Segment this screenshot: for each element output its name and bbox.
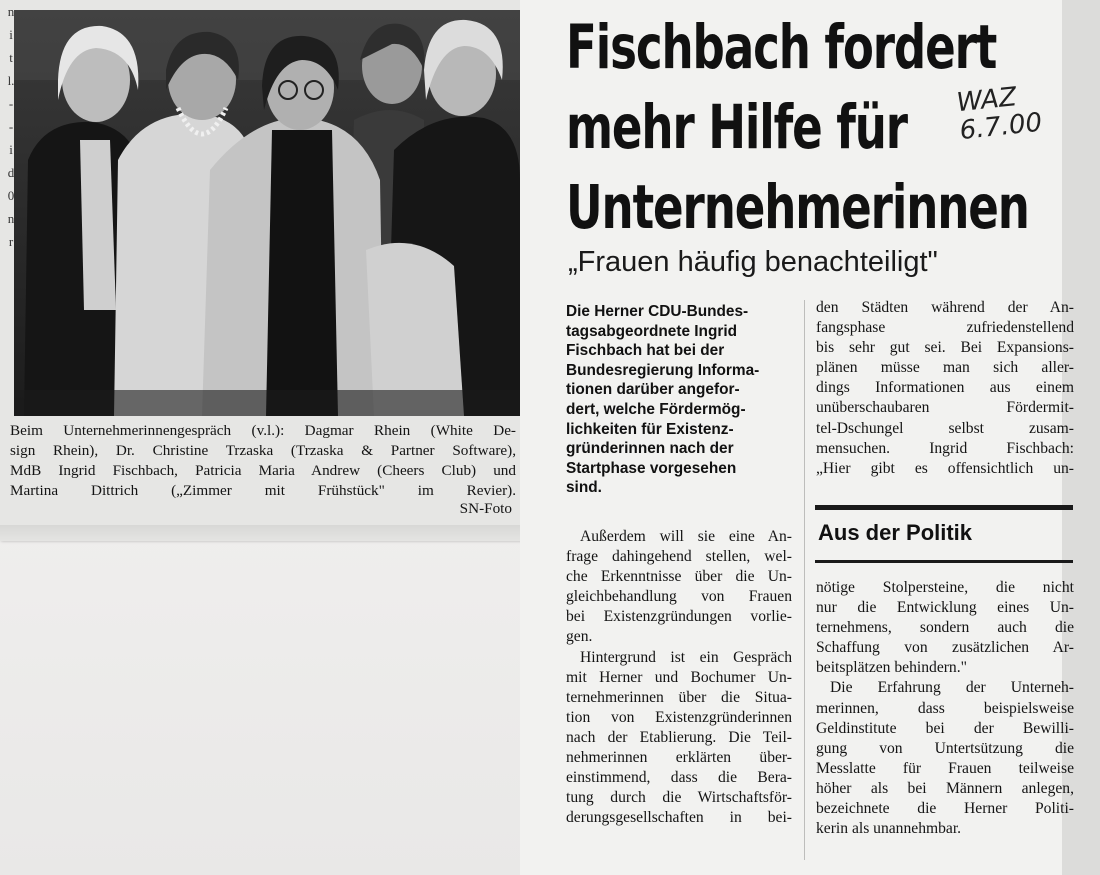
handwritten-source-note (955, 79, 1060, 145)
article-lead (566, 302, 792, 498)
lead-line: sind. (566, 479, 602, 497)
article-column-2-top (816, 298, 1074, 479)
body-line: tung durch die Wirtschaftsför- (566, 789, 792, 807)
edge-letter: r (8, 234, 14, 249)
body-line: nur die Entwicklung eines Un- (816, 599, 1074, 617)
edge-letter: 0 (7, 188, 15, 203)
body-line: Messlatte für Frauen teilweise (816, 759, 1074, 777)
handnote-line: 6.7.00 (958, 107, 1044, 147)
body-line: merinnen, dass beispielsweise (816, 699, 1074, 717)
body-line: mensuchen. Ingrid Fischbach: (816, 439, 1074, 457)
section-box-top-rule (815, 505, 1073, 510)
body-line: Die Erfahrung der Unterneh- (830, 679, 1074, 697)
body-line: Geldinstitute bei der Bewilli- (816, 719, 1074, 737)
group-photo-illustration (14, 10, 520, 416)
lead-line: lichkeiten für Existenz- (566, 420, 734, 438)
body-line: tion von Existenzgründerinnen (566, 708, 792, 726)
body-line: bei Existenzgründungen vorlie- (566, 608, 792, 626)
section-box-title: Aus der Politik (818, 520, 973, 545)
body-line: bis sehr gut sei. Bei Expansions- (816, 339, 1074, 357)
article-subheadline: „Frauen häufig benachteiligt" (568, 246, 938, 278)
edge-letter: i (9, 27, 13, 42)
clipping-edge (0, 525, 528, 541)
edge-letter: - (8, 96, 14, 111)
headline-line: mehr Hilfe für (566, 92, 907, 163)
body-line: kerin als unannehmbar. (816, 820, 962, 838)
body-line: nach der Etablierung. Die Teil- (566, 728, 792, 746)
body-line: beitsplätzen behindern." (816, 659, 967, 677)
body-line: höher als bei Männern anlegen, (816, 779, 1074, 797)
section-box-bottom-rule (815, 560, 1073, 563)
headline-line: Fischbach fordert (566, 12, 997, 83)
body-line: nötige Stolpersteine, die nicht (816, 579, 1074, 596)
lead-line: tionen darüber angefor- (566, 381, 740, 399)
photo-clipping (0, 0, 528, 540)
edge-letter: - (8, 119, 14, 134)
body-line: fangsphase zufriedenstellend (816, 319, 1074, 337)
edge-letter: l. (7, 73, 15, 88)
body-line: gleichbehandlung von Frauen (566, 588, 792, 606)
photo-caption (10, 421, 516, 501)
column-divider (804, 300, 805, 860)
body-line: „Hier gibt es offensichtlich un- (816, 459, 1074, 477)
body-line: ternehmerinnen über die Situa- (566, 688, 792, 706)
body-line: nehmerinnen erklärten über- (566, 749, 792, 767)
lead-line: gründerinnen nach der (566, 440, 734, 458)
body-line: Außerdem will sie eine An- (580, 528, 792, 545)
body-line: derungsgesellschaften in bei- (566, 809, 792, 827)
lead-line: dert, welche Fördermög- (566, 400, 746, 418)
body-line: gung von Untertsützung die (816, 739, 1074, 757)
caption-line: MdB Ingrid Fischbach, Patricia Maria Andrew (Cheers Club) und (10, 462, 516, 479)
body-line: gen. (566, 628, 593, 646)
lead-line: tagsabgeordnete Ingrid (566, 322, 738, 340)
lead-line: Die Herner CDU-Bundes- (566, 303, 749, 320)
caption-line: sign Rhein), Dr. Christine Trzaska (Trzaska & Partner Software), (10, 442, 516, 459)
group-photo (14, 10, 520, 416)
caption-line: Martina Dittrich („Zimmer mit Frühstück" im Revier). (10, 482, 516, 499)
caption-line: Beim Unternehmerinnengespräch (v.l.): Dagmar Rhein (White De- (10, 422, 516, 439)
edge-letter: n (7, 4, 15, 19)
handnote-line: WAZ (955, 82, 1019, 119)
body-line: Schaffung von zusätzlichen Ar- (816, 639, 1074, 657)
body-line: ternehmens, sondern auch die (816, 619, 1074, 637)
body-line: einstimmend, dass die Bera- (566, 769, 792, 787)
lead-line: Startphase vorgesehen (566, 459, 737, 477)
body-line: den Städten während der An- (816, 299, 1074, 316)
edge-letter: d (7, 165, 15, 180)
body-line: frage dahingehend stellen, wel- (566, 548, 792, 566)
body-line: dings Informationen aus einem (816, 379, 1074, 397)
edge-letter: n (7, 211, 15, 226)
edge-letter: i (9, 142, 13, 157)
body-line: che Erkenntnisse über die Un- (566, 568, 792, 586)
lead-line: Bundesregierung Informa- (566, 361, 760, 379)
body-line: unüberschaubaren Fördermit- (816, 399, 1074, 417)
edge-letter: t (9, 50, 13, 65)
photo-credit: SN-Foto (459, 500, 512, 517)
body-line: tel-Dschungel selbst zusam- (816, 419, 1074, 437)
lead-line: Fischbach hat bei der (566, 342, 725, 360)
article-column-2-bottom (816, 578, 1074, 839)
article-column-1 (566, 527, 792, 828)
body-line: bezeichnete die Herner Politi- (816, 800, 1074, 818)
headline-line: Unternehmerinnen (566, 172, 1029, 243)
body-line: plänen müsse man sich aller- (816, 359, 1074, 377)
body-line: mit Herner und Bochumer Un- (566, 668, 792, 686)
body-line: Hintergrund ist ein Gespräch (580, 648, 792, 666)
